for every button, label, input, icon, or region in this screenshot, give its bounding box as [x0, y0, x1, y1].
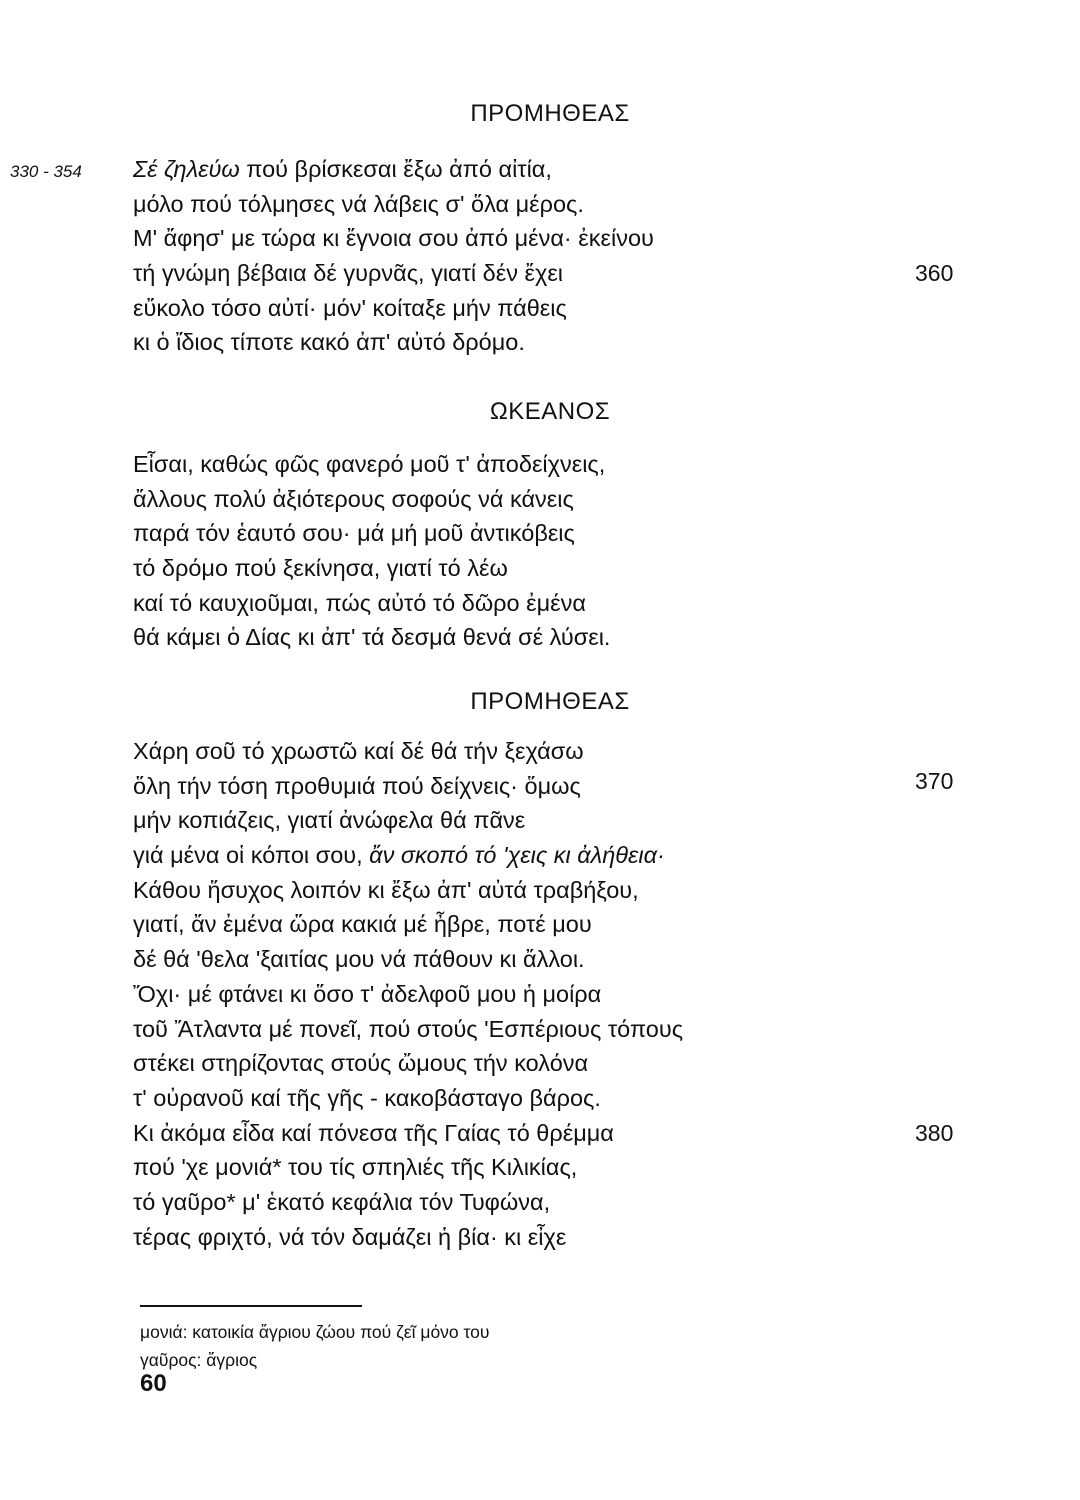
verse-block-3 [133, 734, 683, 1254]
verse-block-2 [133, 447, 610, 655]
verse-line: μόλο πού τόλμησες νά λάβεις σ' ὅλα μέρος. [133, 190, 584, 217]
verse-line: Κάθου ἥσυχος λοιπόν κι ἔξω ἀπ' αὐτά τραβήξου, [133, 876, 639, 903]
verse-line: τή γνώμη βέβαια δέ γυρνᾶς, γιατί δέν ἔχει [133, 260, 564, 287]
page-number: 60 [140, 1370, 167, 1397]
verse-line-text: πού βρίσκεσαι ἔξω ἀπό αἰτία, [239, 156, 552, 182]
verse-line: Ὄχι· μέ φτάνει κι ὅσο τ' ἀδελφοῦ μου ἡ μοίρα [133, 980, 602, 1007]
verse-line: θά κάμει ὁ Δίας κι ἀπ' τά δεσμά θενά σέ λύσει. [133, 624, 611, 651]
verse-line: Κι ἀκόμα εἶδα καί πόνεσα τῆς Γαίας τό θρέμμα [133, 1119, 614, 1146]
footnote-rule [140, 1305, 362, 1307]
verse-line: Εἶσαι, καθώς φῶς φανερό μοῦ τ' ἀποδείχνεις, [133, 451, 606, 477]
verse-line: ἄλλους πολύ ἀξιότερους σοφούς νά κάνεις [133, 485, 574, 512]
speaker-heading: ΠΡΟΜΗΘΕΑΣ [470, 688, 630, 715]
speaker-heading: ΠΡΟΜΗΘΕΑΣ [470, 100, 630, 127]
verse-line: τέρας φριχτό, νά τόν δαμάζει ἡ βία· κι εἶχε [133, 1223, 567, 1250]
verse-line: στέκει στηρίζοντας στούς ὤμους τήν κολόνα [133, 1050, 589, 1077]
verse-line: τοῦ Ἄτλαντα μέ πονεῖ, πού στούς 'Εσπέριους τόπους [133, 1015, 684, 1042]
verse-line: τό δρόμο πού ξεκίνησα, γιατί τό λέω [133, 555, 508, 582]
verse-line: μήν κοπιάζεις, γιατί ἀνώφελα θά πᾶνε [133, 807, 526, 834]
speaker-heading: ΩΚΕΑΝΟΣ [489, 398, 611, 425]
verse-line: Μ' ἄφησ' με τώρα κι ἔγνοια σου ἀπό μένα· ἐκείνου [133, 225, 654, 252]
verse-line: εὔκολο τόσο αὐτί· μόν' κοίταξε μήν πάθεις [133, 294, 567, 321]
verse-line: τό γαῦρο* μ' ἑκατό κεφάλια τόν Τυφώνα, [133, 1188, 551, 1215]
verse-line: ὅλη τήν τόση προθυμιά πού δείχνεις· ὅμως [133, 772, 581, 799]
footnote: μονιά: κατοικία ἄγριου ζώου πού ζεῖ μόνο του [140, 1322, 490, 1342]
verse-line: παρά τόν ἑαυτό σου· μά μή μοῦ ἀντικόβεις [133, 520, 575, 547]
verse-line: κι ὁ ἴδιος τίποτε κακό ἀπ' αὐτό δρόμο. [133, 329, 525, 356]
verse-line [133, 152, 654, 187]
verse-line: δέ θά 'θελα 'ξαιτίας μου νά πάθουν κι ἄλλοι. [133, 946, 585, 973]
line-number: 380 [915, 1120, 954, 1146]
verse-line: τ' οὐρανοῦ καί τῆς γῆς - κακοβάσταγο βάρος. [133, 1084, 601, 1111]
line-number: 360 [915, 260, 954, 286]
verse-line: γιατί, ἄν ἐμένα ὥρα κακιά μέ ἦβρε, ποτέ μου [133, 911, 592, 938]
line-number: 370 [915, 768, 954, 794]
line-range-label: 330 - 354 [10, 162, 82, 181]
verse-line-italic: Σέ ζηλεύω [133, 156, 240, 182]
verse-line-italic: ἄν σκοπό τό 'χεις κι ἀλήθεια· [369, 842, 665, 869]
verse-line: Χάρη σοῦ τό χρωστῶ καί δέ θά τήν ξεχάσω [133, 738, 584, 764]
verse-line-text: γιά μένα οἱ κόποι σου, [133, 842, 370, 869]
verse-line [133, 838, 683, 873]
verse-line: καί τό καυχιοῦμαι, πώς αὐτό τό δῶρο ἐμένα [133, 589, 586, 616]
verse-line: πού 'χε μονιά* του τίς σπηλιές τῆς Κιλικίας, [133, 1154, 578, 1181]
verse-block-1 [133, 152, 654, 360]
footnote: γαῦρος: ἄγριος [140, 1350, 258, 1370]
